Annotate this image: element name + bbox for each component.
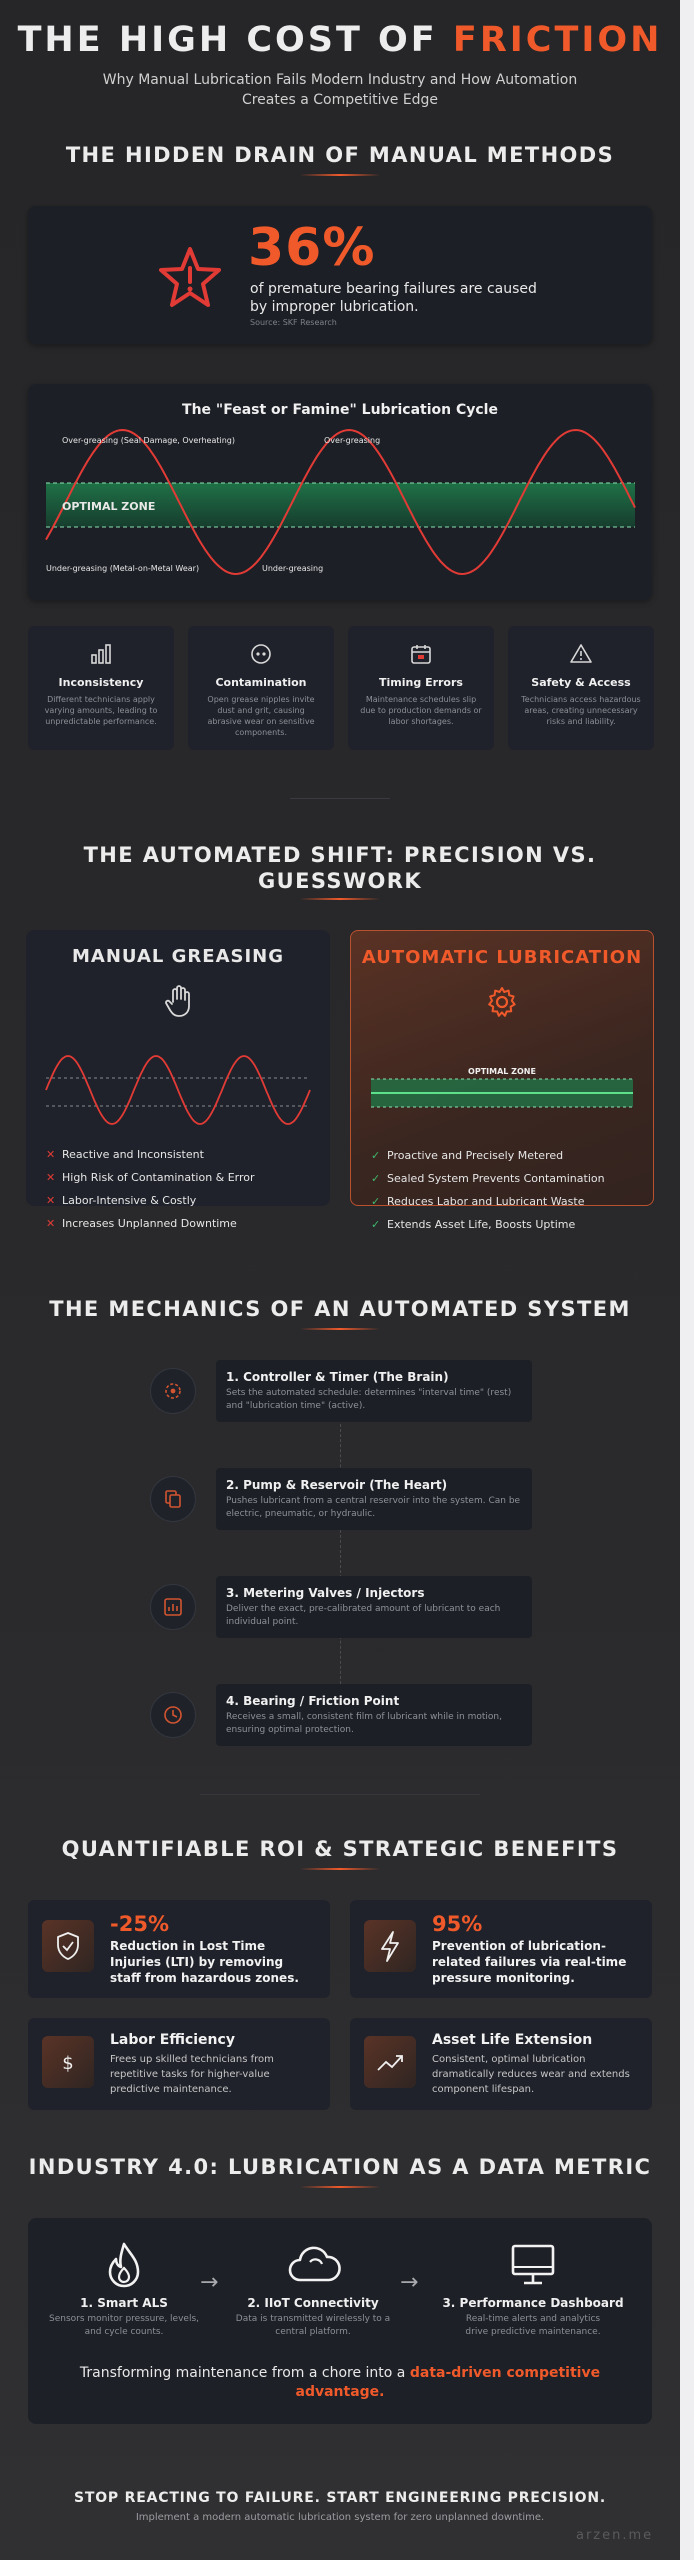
- manual-bullet: ✕ Reactive and Inconsistent: [46, 1148, 204, 1161]
- mechanics-step-metering: [216, 1576, 532, 1638]
- roi-card-asset-life: [350, 2018, 652, 2110]
- card-desc: Different technicians apply varying amounts, leading to unpredictable performance.: [44, 695, 158, 726]
- manual-wave: [46, 1056, 310, 1124]
- stat-value: 36%: [248, 218, 376, 278]
- clock-icon: [151, 1693, 195, 1737]
- roi-heading: Labor Efficiency: [110, 2032, 235, 2048]
- mechanics-step-icon: [150, 1476, 196, 1522]
- trend-up-icon: [364, 2036, 416, 2088]
- automatic-bullet: ✓ Reduces Labor and Lubricant Waste: [371, 1195, 585, 1208]
- arrow-right-icon: →: [400, 2270, 419, 2295]
- section-divider: [300, 174, 380, 176]
- step-title: 4. Bearing / Friction Point: [226, 1694, 400, 1708]
- x-mark-icon: ✕: [46, 1217, 56, 1230]
- step-desc: Receives a small, consistent film of lubricant while in motion, ensuring optimal protection.: [226, 1712, 502, 1735]
- drop-flame-icon: [100, 2240, 148, 2290]
- roi-desc: Consistent, optimal lubrication dramatically reduces wear and extends component lifespan.: [432, 2054, 630, 2095]
- meter-icon: [151, 1585, 195, 1629]
- footer-subtext: Implement a modern automatic lubrication system for zero unplanned downtime.: [135, 2512, 545, 2523]
- card-title: Inconsistency: [58, 676, 144, 689]
- section-title-automated-shift: THE AUTOMATED SHIFT: PRECISION VS. GUESSWORK: [83, 843, 597, 893]
- mechanics-step-icon: [150, 1368, 196, 1414]
- footer-headline: STOP REACTING TO FAILURE. START ENGINEERING PRECISION.: [74, 2490, 606, 2506]
- step-desc: Sets the automated schedule: determines "interval time" (rest) and "lubrication time" (active).: [226, 1388, 512, 1411]
- copy-reservoir-icon: [151, 1477, 195, 1521]
- roi-card-failure-prevention: [350, 1900, 652, 1998]
- mechanics-step-bearing: [216, 1684, 532, 1746]
- hero-title-main: THE HIGH COST OF: [17, 20, 453, 60]
- card-title: Timing Errors: [379, 676, 463, 689]
- automatic-bullet: ✓ Proactive and Precisely Metered: [371, 1149, 564, 1162]
- problem-card-timing-errors: [348, 626, 494, 750]
- i40-step-desc: Data is transmitted wirelessly to a central platform.: [235, 2314, 391, 2337]
- check-icon: ✓: [371, 1218, 381, 1231]
- mechanics-step-controller: [216, 1360, 532, 1422]
- mechanics-step-icon: [150, 1584, 196, 1630]
- cycle-chart-panel: [28, 384, 652, 600]
- section-divider: [300, 898, 380, 900]
- automatic-bullet: ✓ Sealed System Prevents Contamination: [371, 1172, 605, 1185]
- card-title: Safety & Access: [531, 676, 631, 689]
- section-divider: [300, 1868, 380, 1870]
- roi-icon-box: [364, 1920, 416, 1972]
- step-title: 2. Pump & Reservoir (The Heart): [226, 1478, 448, 1492]
- monitor-icon: [508, 2240, 558, 2290]
- calendar-icon: [409, 642, 433, 666]
- automatic-lubrication-title: AUTOMATIC LUBRICATION: [361, 947, 643, 968]
- arrow-right-icon: →: [200, 2270, 219, 2295]
- roi-icon-box: [42, 1920, 94, 1972]
- step-desc: Deliver the exact, pre-calibrated amount of lubricant to each individual point.: [226, 1604, 501, 1627]
- stat-panel: [28, 206, 652, 344]
- automatic-lubrication-panel: [350, 930, 654, 1231]
- roi-card-lti: [28, 1900, 330, 1998]
- manual-greasing-title: MANUAL GREASING: [72, 946, 284, 967]
- roi-card-labor-efficiency: [28, 2018, 330, 2110]
- roi-heading: Reduction in Lost Time Injuries (LTI) by removing staff from hazardous zones.: [110, 1939, 299, 1985]
- label-under-greasing-2: Under-greasing: [262, 564, 324, 573]
- problem-card-inconsistency: [28, 626, 174, 750]
- i40-step-desc: Real-time alerts and analytics drive predictive maintenance.: [465, 2314, 601, 2337]
- section-divider: [300, 2186, 380, 2188]
- industry40-step-smart-als: [40, 2296, 208, 2339]
- section-separator: [200, 1794, 480, 1795]
- bar-chart-icon: [89, 642, 113, 666]
- problem-card-contamination: [188, 626, 334, 750]
- contamination-icon: [249, 642, 273, 666]
- industry40-step-iiot: [228, 2296, 398, 2339]
- step-title: 1. Controller & Timer (The Brain): [226, 1370, 449, 1384]
- mechanics-connector: [340, 1424, 341, 1684]
- check-icon: ✓: [371, 1195, 381, 1208]
- dollar-icon: [42, 2036, 94, 2088]
- card-desc: Open grease nipples invite dust and grit, causing abrasive wear on sensitive components.: [207, 695, 315, 737]
- warning-icon: [569, 642, 593, 666]
- stat-source: Source: SKF Research: [250, 318, 337, 327]
- manual-bullets: [46, 1148, 316, 1240]
- roi-value: -25%: [110, 1912, 169, 1936]
- tagline-accent: data-driven competitive advantage.: [295, 2365, 601, 2400]
- manual-bullet: ✕ Labor-Intensive & Costly: [46, 1194, 197, 1207]
- cycle-chart-title: The "Feast or Famine" Lubrication Cycle: [182, 402, 498, 418]
- roi-desc: Frees up skilled technicians from repetitive tasks for higher-value predictive maintenance.: [110, 2054, 274, 2095]
- section-divider: [300, 1328, 380, 1330]
- section-title-mechanics: THE MECHANICS OF AN AUTOMATED SYSTEM: [49, 1297, 631, 1321]
- i40-step-title: 1. Smart ALS: [80, 2296, 168, 2310]
- x-mark-icon: ✕: [46, 1194, 56, 1207]
- i40-step-title: 3. Performance Dashboard: [442, 2296, 624, 2310]
- card-desc: Technicians access hazardous areas, creating unnecessary risks and liability.: [521, 695, 641, 726]
- section-title-hidden-drain: THE HIDDEN DRAIN OF MANUAL METHODS: [65, 143, 615, 167]
- x-mark-icon: ✕: [46, 1148, 56, 1161]
- roi-icon-box: [364, 2036, 416, 2088]
- label-optimal-zone: OPTIMAL ZONE: [62, 500, 156, 513]
- watermark: arzen.me: [576, 2528, 654, 2543]
- check-icon: ✓: [371, 1149, 381, 1162]
- industry40-tagline: Transforming maintenance from a chore into a data-driven competitive advantage.: [79, 2365, 601, 2400]
- section-title-roi: QUANTIFIABLE ROI & STRATEGIC BENEFITS: [61, 1837, 619, 1861]
- industry40-panel: [28, 2218, 652, 2424]
- manual-bullet: ✕ High Risk of Contamination & Error: [46, 1171, 255, 1184]
- card-title: Contamination: [215, 676, 307, 689]
- hero-title: [0, 20, 680, 60]
- brain-chip-icon: [151, 1369, 195, 1413]
- manual-bullet: ✕ Increases Unplanned Downtime: [46, 1217, 237, 1230]
- step-title: 3. Metering Valves / Injectors: [226, 1586, 425, 1600]
- hero-title-accent: FRICTION: [452, 20, 663, 60]
- lightning-icon: [364, 1920, 416, 1972]
- hero-subtitle: Why Manual Lubrication Fails Modern Industry and How Automation Creates a Competitive Edge: [102, 72, 578, 108]
- cloud-icon: [284, 2240, 342, 2290]
- stat-text: of premature bearing failures are caused by improper lubrication.: [250, 281, 537, 315]
- section-title-industry40: INDUSTRY 4.0: LUBRICATION AS A DATA METRIC: [28, 2155, 652, 2179]
- problem-card-safety-access: [508, 626, 654, 750]
- auto-optimal-zone-label: OPTIMAL ZONE: [468, 1067, 536, 1076]
- x-mark-icon: ✕: [46, 1171, 56, 1184]
- shield-check-icon: [42, 1920, 94, 1972]
- label-over-greasing-2: Over-greasing: [324, 436, 381, 445]
- check-icon: ✓: [371, 1172, 381, 1185]
- step-desc: Pushes lubricant from a central reservoir into the system. Can be electric, pneumatic, or hydraulic.: [226, 1496, 521, 1519]
- section-separator: [290, 798, 390, 799]
- manual-greasing-panel: [26, 930, 330, 1230]
- card-desc: Maintenance schedules slip due to production demands or labor shortages.: [360, 695, 482, 726]
- i40-step-title: 2. IIoT Connectivity: [247, 2296, 379, 2310]
- label-over-greasing-1: Over-greasing (Seal Damage, Overheating): [62, 436, 235, 445]
- roi-heading: Prevention of lubrication-related failures via real-time pressure monitoring.: [432, 1939, 627, 1985]
- roi-value: 95%: [432, 1912, 483, 1936]
- warning-star-icon: [158, 246, 222, 308]
- mechanics-step-pump: [216, 1468, 532, 1530]
- automatic-bullet: ✓ Extends Asset Life, Boosts Uptime: [371, 1218, 576, 1231]
- roi-icon-box: [42, 2036, 94, 2088]
- i40-step-desc: Sensors monitor pressure, levels, and cycle counts.: [48, 2314, 200, 2337]
- svg-text:$: $: [62, 2053, 74, 2074]
- automatic-bullets: [371, 1149, 641, 1241]
- label-under-greasing-1: Under-greasing (Metal-on-Metal Wear): [46, 564, 200, 573]
- industry40-step-dashboard: [428, 2296, 638, 2339]
- roi-heading: Asset Life Extension: [432, 2032, 593, 2048]
- mechanics-step-icon: [150, 1692, 196, 1738]
